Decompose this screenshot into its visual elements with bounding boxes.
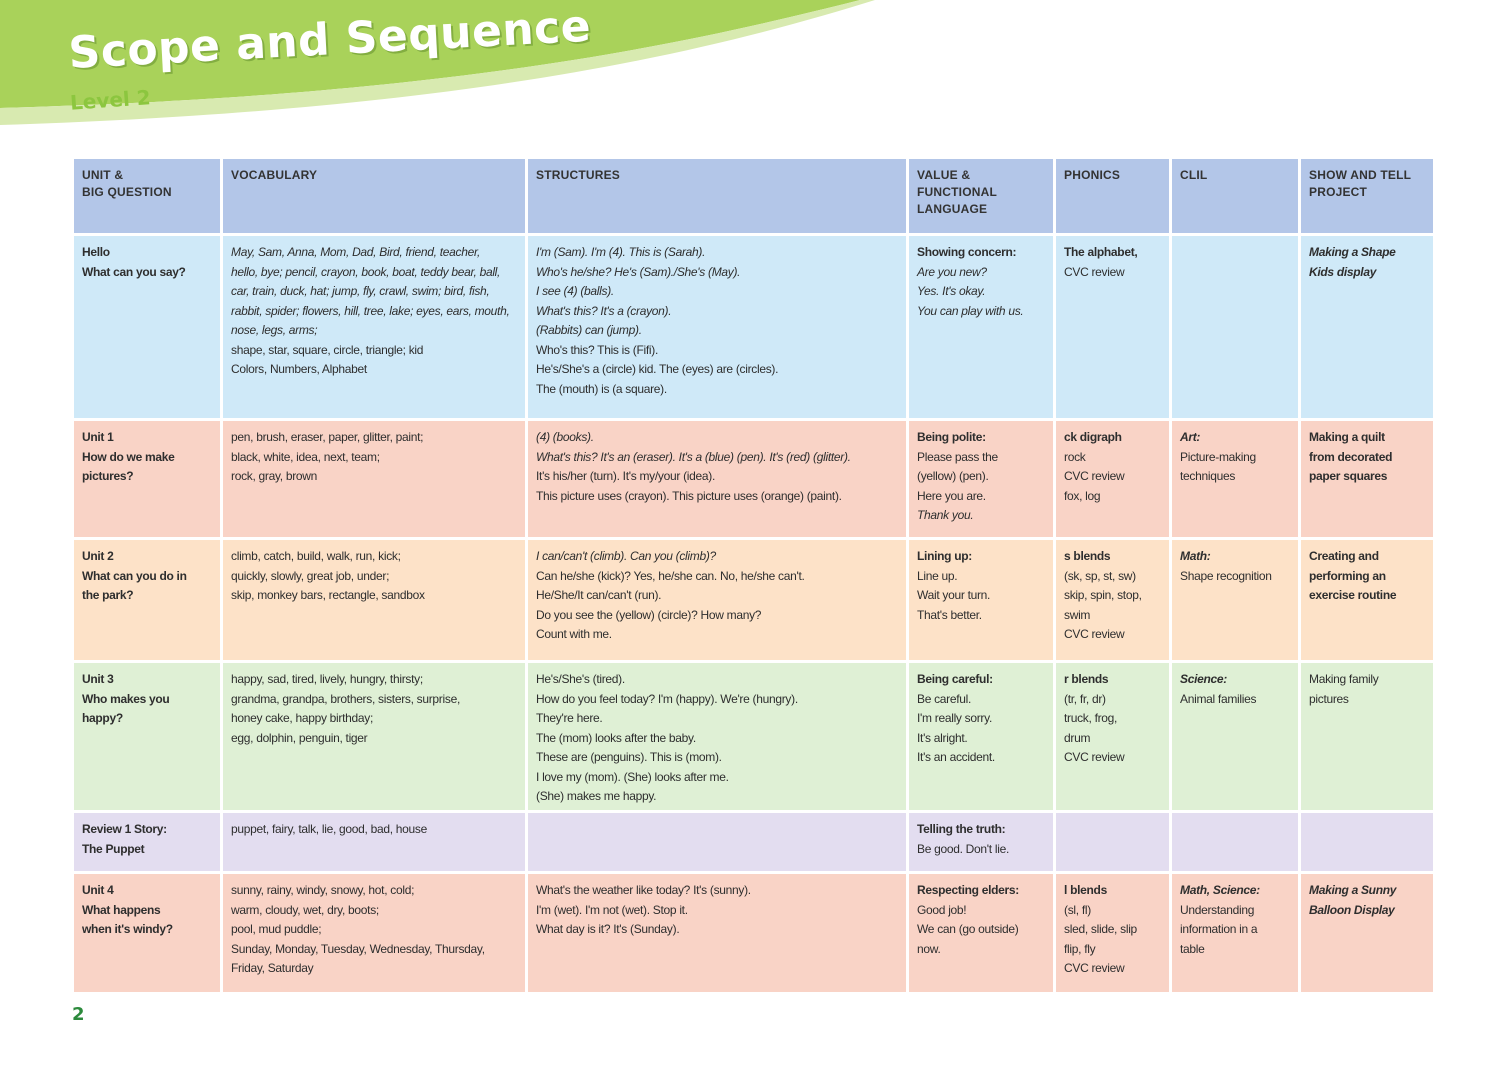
header-text: STRUCTURES [536,168,621,182]
vocabulary-line: quickly, slowly, great job, under; [231,568,390,583]
phonics-line: CVC review [1064,627,1125,641]
table-cell-vocabulary [223,540,525,660]
vocabulary-line: skip, monkey bars, rectangle, sandbox [231,588,425,602]
table-cell-clil [1172,421,1298,537]
header-text: LANGUAGE [917,202,988,216]
unit-line: What can you do in [82,568,187,583]
table-cell-clil [1172,813,1298,871]
header-text: BIG QUESTION [82,185,172,199]
clil-line: information in a [1180,922,1258,936]
vocabulary-line: climb, catch, build, walk, run, kick; [231,549,401,563]
vocabulary-header [223,159,525,233]
project-line: Kids display [1309,264,1377,279]
value-line: We can (go outside) [917,922,1019,936]
vocabulary-line: puppet, fairy, talk, lie, good, bad, house [231,822,427,836]
vocabulary-line: Sunday, Monday, Tuesday, Wednesday, Thursday, [231,941,485,956]
structures-line: I love my (mom). (She) looks after me. [536,769,729,784]
table-cell-structures [528,813,906,871]
table-cell-vocabulary [223,874,525,992]
header-text: PROJECT [1309,185,1368,199]
phonics-line: drum [1064,730,1091,745]
structures-line: He/She/It can/can't (run). [536,588,662,602]
unit-line: when it's windy? [82,922,173,936]
structures-line: I see (4) (balls). [536,284,614,298]
value-line: That's better. [917,607,982,622]
table-cell-structures [528,663,906,810]
phonics-line: CVC review [1064,469,1125,483]
table-cell-phonics [1056,540,1169,660]
structures-line: What's this? It's a (crayon). [536,303,672,318]
vocabulary-line: hello, bye; pencil, crayon, book, boat, teddy bear, ball, [231,264,501,279]
value-line: Wait your turn. [917,588,991,602]
structures-line: The (mouth) is (a square). [536,381,667,396]
project-line: from decorated [1309,449,1393,464]
table-cell-clil [1172,236,1298,418]
structures-line: It's his/her (turn). It's my/your (idea). [536,469,715,483]
project-line: paper squares [1309,469,1388,483]
table-cell-project [1301,874,1433,992]
structures-line: These are (penguins). This is (mom). [536,750,722,764]
phonics-line: skip, spin, stop, [1064,588,1142,602]
structures-line: (Rabbits) can (jump). [536,323,642,337]
table-cell-phonics [1056,874,1169,992]
table-cell-phonics [1056,421,1169,537]
unit-line: Review 1 Story: [82,822,167,836]
clil-line: Shape recognition [1180,568,1272,583]
table-cell-value [909,421,1053,537]
table-cell-structures [528,540,906,660]
vocabulary-line: egg, dolphin, penguin, tiger [231,730,368,745]
structures-line: Do you see the (yellow) (circle)? How many? [536,607,762,622]
value-header [909,159,1053,233]
unit-line: happy? [82,711,123,725]
table-cell-structures [528,421,906,537]
level-subtitle: Level 2 [69,85,152,115]
value-line: It's an accident. [917,750,995,764]
table-cell-clil [1172,663,1298,810]
value-line: Thank you. [917,508,974,522]
unit-line: What can you say? [82,264,186,279]
table-cell-vocabulary [223,236,525,418]
table-cell-project [1301,663,1433,810]
structures-line: What's the weather like today? It's (sunny). [536,883,751,897]
clil-line: Science: [1180,672,1227,686]
phonics-line: (sk, sp, st, sw) [1064,568,1136,583]
phonics-line: ck digraph [1064,430,1122,444]
clil-line: Art: [1180,430,1201,444]
value-line: Good job! [917,902,967,917]
project-line: Making family [1309,672,1379,686]
structures-line: The (mom) looks after the baby. [536,730,696,745]
header-text: VALUE & [917,168,971,182]
vocabulary-line: pool, mud puddle; [231,922,322,936]
table-cell-unit [74,663,220,810]
clil-line: Understanding [1180,902,1255,917]
vocabulary-line: nose, legs, arms; [231,323,318,337]
table-cell-unit [74,421,220,537]
unit-line: How do we make [82,449,175,464]
structures-line: This picture uses (crayon). This picture uses (orange) (paint). [536,488,842,503]
project-line: Balloon Display [1309,902,1395,917]
phonics-line: flip, fly [1064,941,1096,956]
value-line: Be careful. [917,691,972,706]
project-line: Making a Sunny [1309,883,1397,897]
unit-line: Unit 3 [82,672,114,686]
project-header [1301,159,1433,233]
structures-line: I can/can't (climb). Can you (climb)? [536,549,716,563]
value-line: Lining up: [917,549,972,563]
unit-line: pictures? [82,469,134,483]
value-line: Being polite: [917,430,986,444]
structures-line: (She) makes me happy. [536,789,657,803]
table-cell-value [909,540,1053,660]
phonics-line: l blends [1064,883,1107,897]
table-cell-unit [74,540,220,660]
page-number: 2 [72,1004,85,1025]
table-cell-project [1301,813,1433,871]
vocabulary-line: warm, cloudy, wet, dry, boots; [231,902,379,917]
value-line: Please pass the [917,449,998,464]
structures-line: (4) (books). [536,430,594,444]
clil-line: table [1180,941,1205,956]
value-line: You can play with us. [917,303,1024,318]
header-text: VOCABULARY [231,168,318,182]
phonics-line: CVC review [1064,750,1125,764]
unit-line: Unit 2 [82,549,114,563]
unit-line: the park? [82,588,134,602]
table-cell-clil [1172,874,1298,992]
project-line: Making a Shape [1309,245,1396,259]
structures-line: I'm (Sam). I'm (4). This is (Sarah). [536,245,706,259]
unit-line: Who makes you [82,691,170,706]
vocabulary-line: May, Sam, Anna, Mom, Dad, Bird, friend, teacher, [231,245,481,259]
value-line: Are you new? [917,264,987,279]
project-line: Making a quilt [1309,430,1385,444]
table-cell-unit [74,236,220,418]
vocabulary-line: rock, gray, brown [231,469,318,483]
header-text: CLIL [1180,168,1208,182]
unit-line: The Puppet [82,841,145,856]
scope-sequence-table [74,159,1433,992]
phonics-header [1056,159,1169,233]
table-cell-value [909,813,1053,871]
clil-line: techniques [1180,469,1236,483]
structures-line: Can he/she (kick)? Yes, he/she can. No, he/she can't. [536,568,805,583]
vocabulary-line: grandma, grandpa, brothers, sisters, surprise, [231,691,460,706]
table-cell-phonics [1056,663,1169,810]
value-line: Being careful: [917,672,993,686]
unit-line: Unit 4 [82,883,114,897]
vocabulary-line: pen, brush, eraser, paper, glitter, paint; [231,430,424,444]
table-cell-structures [528,874,906,992]
structures-line: How do you feel today? I'm (happy). We're (hungry). [536,691,798,706]
table-cell-vocabulary [223,813,525,871]
phonics-line: rock [1064,449,1086,464]
table-cell-value [909,236,1053,418]
value-line: Here you are. [917,488,986,503]
header-text: UNIT & [82,168,124,182]
value-line: Respecting elders: [917,883,1019,897]
phonics-line: CVC review [1064,264,1125,279]
structures-line: What's this? It's an (eraser). It's a (blue) (pen). It's (red) (glitter). [536,449,851,464]
value-line: I'm really sorry. [917,711,992,725]
structures-line: Who's this? This is (Fifi). [536,342,658,357]
structures-header [528,159,906,233]
phonics-line: s blends [1064,549,1111,563]
vocabulary-line: Friday, Saturday [231,961,314,975]
clil-line: Math: [1180,549,1211,563]
clil-line: Animal families [1180,691,1257,706]
header-text: SHOW AND TELL [1309,168,1412,182]
value-line: now. [917,941,941,956]
value-line: Telling the truth: [917,822,1006,836]
phonics-line: r blends [1064,672,1109,686]
phonics-line: (sl, fl) [1064,902,1091,917]
table-cell-unit [74,874,220,992]
phonics-line: truck, frog, [1064,711,1118,725]
unit-header [74,159,220,233]
vocabulary-line: honey cake, happy birthday; [231,711,373,725]
table-cell-unit [74,813,220,871]
value-line: Showing concern: [917,245,1017,259]
structures-line: Who's he/she? He's (Sam)./She's (May). [536,264,741,279]
table-cell-value [909,663,1053,810]
vocabulary-line: black, white, idea, next, team; [231,449,380,464]
phonics-line: The alphabet, [1064,245,1138,259]
vocabulary-line: rabbit, spider; flowers, hill, tree, lake; eyes, ears, mouth, [231,303,510,318]
value-line: Line up. [917,568,958,583]
vocabulary-line: car, train, duck, hat; jump, fly, crawl, swim; bird, fish, [231,284,490,298]
phonics-line: swim [1064,607,1091,622]
clil-line: Picture-making [1180,449,1256,464]
structures-line: Count with me. [536,627,612,641]
project-line: performing an [1309,568,1386,583]
structures-line: What day is it? It's (Sunday). [536,922,680,936]
clil-header [1172,159,1298,233]
phonics-line: sled, slide, slip [1064,922,1137,936]
phonics-line: fox, log [1064,488,1101,503]
table-cell-vocabulary [223,663,525,810]
table-cell-structures [528,236,906,418]
project-line: Creating and [1309,549,1379,563]
value-line: Yes. It's okay. [917,284,986,298]
table-cell-project [1301,236,1433,418]
table-cell-phonics [1056,236,1169,418]
structures-line: He's/She's (tired). [536,672,625,686]
project-line: exercise routine [1309,588,1397,602]
vocabulary-line: shape, star, square, circle, triangle; kid [231,342,424,357]
table-cell-phonics [1056,813,1169,871]
phonics-line: (tr, fr, dr) [1064,691,1106,706]
value-line: Be good. Don't lie. [917,841,1009,856]
unit-line: Hello [82,245,110,259]
header-text: PHONICS [1064,168,1121,182]
phonics-line: CVC review [1064,961,1125,975]
page-title: Scope and Sequence [67,0,593,79]
value-line: It's alright. [917,730,968,745]
table-cell-project [1301,421,1433,537]
table-cell-clil [1172,540,1298,660]
structures-line: He's/She's a (circle) kid. The (eyes) are (circles). [536,362,779,376]
table-cell-vocabulary [223,421,525,537]
table-cell-project [1301,540,1433,660]
structures-line: They're here. [536,711,603,725]
clil-line: Math, Science: [1180,883,1260,897]
header-text: FUNCTIONAL [917,185,997,199]
unit-line: What happens [82,902,161,917]
vocabulary-line: sunny, rainy, windy, snowy, hot, cold; [231,883,415,897]
project-line: pictures [1309,691,1349,706]
vocabulary-line: Colors, Numbers, Alphabet [231,362,367,376]
table-cell-value [909,874,1053,992]
structures-line: I'm (wet). I'm not (wet). Stop it. [536,902,688,917]
value-line: (yellow) (pen). [917,469,989,483]
vocabulary-line: happy, sad, tired, lively, hungry, thirsty; [231,672,423,686]
unit-line: Unit 1 [82,430,114,444]
